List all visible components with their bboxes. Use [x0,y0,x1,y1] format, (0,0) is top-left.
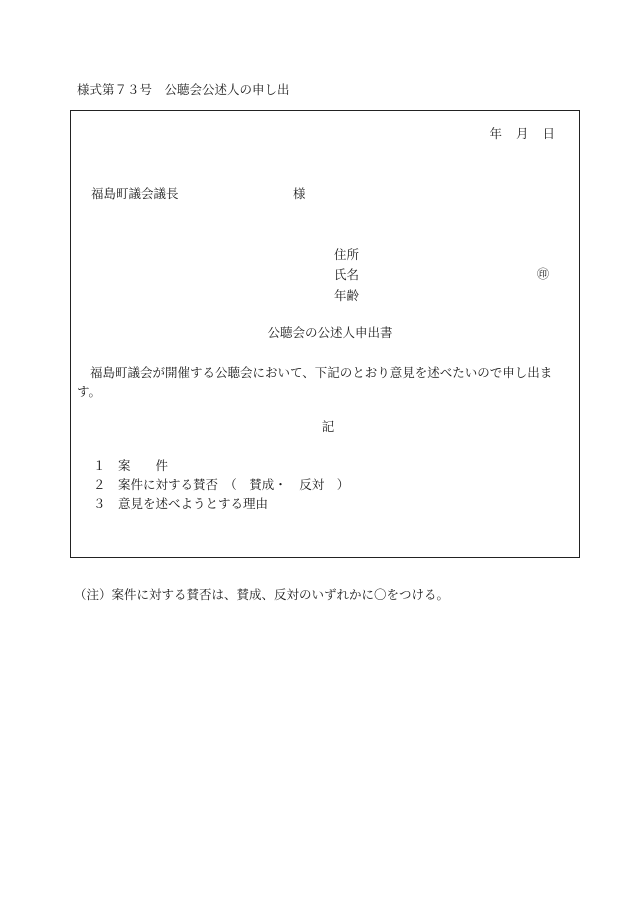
item-approval [93,479,349,492]
item-reason [93,498,268,511]
ki-heading: 記 [321,419,335,434]
footnote: （注）案件に対する賛否は、賛成、反対のいずれかに〇をつける。 [74,587,450,602]
application-form-box [70,110,580,558]
date-year: 年 [489,126,502,141]
item-number: ２ [93,477,106,492]
item-label: 意見を述べようとする理由 [118,496,269,511]
addressee: 福島町議会議長 [91,186,179,201]
document-title: 公聴会の公述人申出書 [267,325,393,340]
age-label: 年齢 [334,288,360,303]
item-case [93,460,168,473]
addressee-suffix: 様 [293,186,306,201]
seal-icon: ㊞ [537,267,550,281]
name-label: 氏名 [334,267,360,282]
date-day: 日 [542,126,555,141]
item-label: 案 件 [118,458,169,473]
date-month: 月 [515,126,529,141]
body-text: 福島町議会が開催する公聴会において、下記のとおり意見を述べたいので申し出ます。 [77,365,553,399]
item-label: 案件に対する賛否 （ 賛成・ 反対 ） [118,477,350,492]
item-number: ３ [93,496,106,511]
address-label: 住所 [334,247,360,262]
date-line [489,128,555,141]
form-number: 様式第７３号 公聴会公述人の申し出 [77,82,290,97]
item-number: １ [93,458,106,473]
